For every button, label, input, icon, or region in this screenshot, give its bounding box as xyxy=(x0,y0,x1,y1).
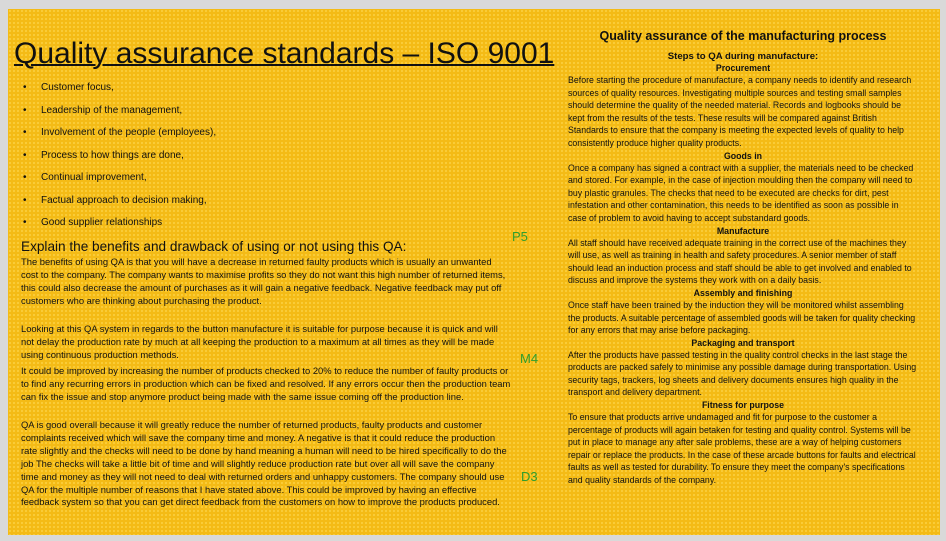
slide xyxy=(8,9,940,535)
improvement-paragraph: It could be improved by increasing the number of products checked to 20% to reduce the number of faulty products or to find any recurring errors in production which can be fixed and resolved. If any errors occur then the production team can fix the issue and stop anymore product being made with the same issue coming off the production line. xyxy=(21,365,511,402)
packaging-heading: Packaging and transport xyxy=(691,337,795,348)
manufacture-text: All staff should have received adequate training in the correct use of the machines they will use, as well as training in health and safety procedures. A senior member of staff should lead an induction process and staff should be able to get involved and enabled to discuss and improve the systems they work with on a daily basis. xyxy=(568,237,912,286)
list-item: • Factual approach to decision making, xyxy=(22,194,216,217)
goods-in-heading: Goods in xyxy=(723,150,763,161)
procurement-text: Before starting the procedure of manufacture, a company needs to identify and research sources of quality resources. Investigating multiple sources and testing small samples should determine the quality of the needed material. Records and logbooks should be kept from the results of the tests. These results will be compared against British Standards to ensure that the company is meeting the expected levels of quality to help consistently produce higher quality products. xyxy=(568,75,912,148)
procurement-heading: Procurement xyxy=(715,63,771,73)
list-item: • Process to how things are done, xyxy=(22,149,216,172)
manufacture-heading: Manufacture xyxy=(716,225,770,236)
assembly-heading: Assembly and finishing xyxy=(693,287,793,298)
evaluation-paragraph: QA is good overall because it will greatly reduce the number of returned products, faulty products and customer complaints received which will save the company time and money. A negative is that it could reduce the production rate slightly and the checks will need to be done by hand meaning a human will need to be hired specifically to do the job The checks will take a little bit of time and will slightly reduce production rate but over all will save the company time and money as they will not need to deal with returned orders and unhappy customers. The company should use QA for the multiple number of reasons that I have stated above. This could be improved by having an effective feedback system so that you can get direct feedback from the customers on how to improve the products produced. xyxy=(21,419,507,508)
assembly-text: Once staff have been trained by the induction they will be monitored whilst assembling the products. A suitable percentage of assembled goods will be taken for quality checking for any errors that may arise before packaging. xyxy=(568,299,916,336)
grade-marker-m4: M4 xyxy=(520,351,539,366)
suitability-paragraph: Looking at this QA system in regards to the button manufacture it is suitable for purpose because it is quick and will not delay the production rate by much at all keeping the production to a maximum at all times as they will be made using continuous production methods. xyxy=(21,323,498,360)
iso-principles-list xyxy=(22,81,216,239)
fitness-text: To ensure that products arrive undamaged and fit for purpose to the customer a percentage of products will again betaken for testing and quality control. Systems will be put in place to manage any after sale problems, these are a way of helping customers repair or replace the products. In the case of these arcade buttons for faults and electrical faults as well as tested for durability. To ensure they meet the company's specifications and quality standards of the company. xyxy=(568,412,916,486)
page-title: Quality assurance standards – ISO 9001 xyxy=(14,37,555,70)
section-title: Quality assurance of the manufacturing process xyxy=(599,29,887,43)
grade-marker-p5: P5 xyxy=(512,229,528,244)
list-item: • Leadership of the management, xyxy=(22,104,216,127)
list-item: • Involvement of the people (employees), xyxy=(22,126,216,149)
grade-marker-d3: D3 xyxy=(521,469,538,484)
list-item: • Continual improvement, xyxy=(22,171,216,194)
section-subtitle: Steps to QA during manufacture: xyxy=(667,51,819,62)
goods-in-text: Once a company has signed a contract with a supplier, the materials need to be checked and stored. For example, in the case of injection moulding then the company will need to buy plastic granules. The checks that need to be executed are checks for dirt, pest infestation and other contamination, this needs to be identified as soon as possible in case of problem to avoid having to accept substandard goods. xyxy=(568,162,914,223)
list-item: • Good supplier relationships xyxy=(22,216,216,239)
question-heading: Explain the benefits and drawback of using or not using this QA: xyxy=(21,239,407,254)
manufacturing-qa-column xyxy=(568,27,918,488)
list-item: • Customer focus, xyxy=(22,81,216,104)
fitness-heading: Fitness for purpose xyxy=(701,400,785,411)
benefits-paragraph: The benefits of using QA is that you will have a decrease in returned faulty products which is usually an unwanted cost to the company. The company wants to maximise profits so they do not want this high number of returned items, this could also decrease the amount of purchases as it will gain a negative feedback. Negative feedback may put off customers who are thinking about purchasing the product. xyxy=(21,256,506,306)
packaging-text: After the products have passed testing in the quality control checks in the last stage the products are packed safely to minimise any possible damage during transportation. Using security tags, trackers, log sheets and delivery documents ensures high quality in the transport and delivery department. xyxy=(568,349,917,398)
